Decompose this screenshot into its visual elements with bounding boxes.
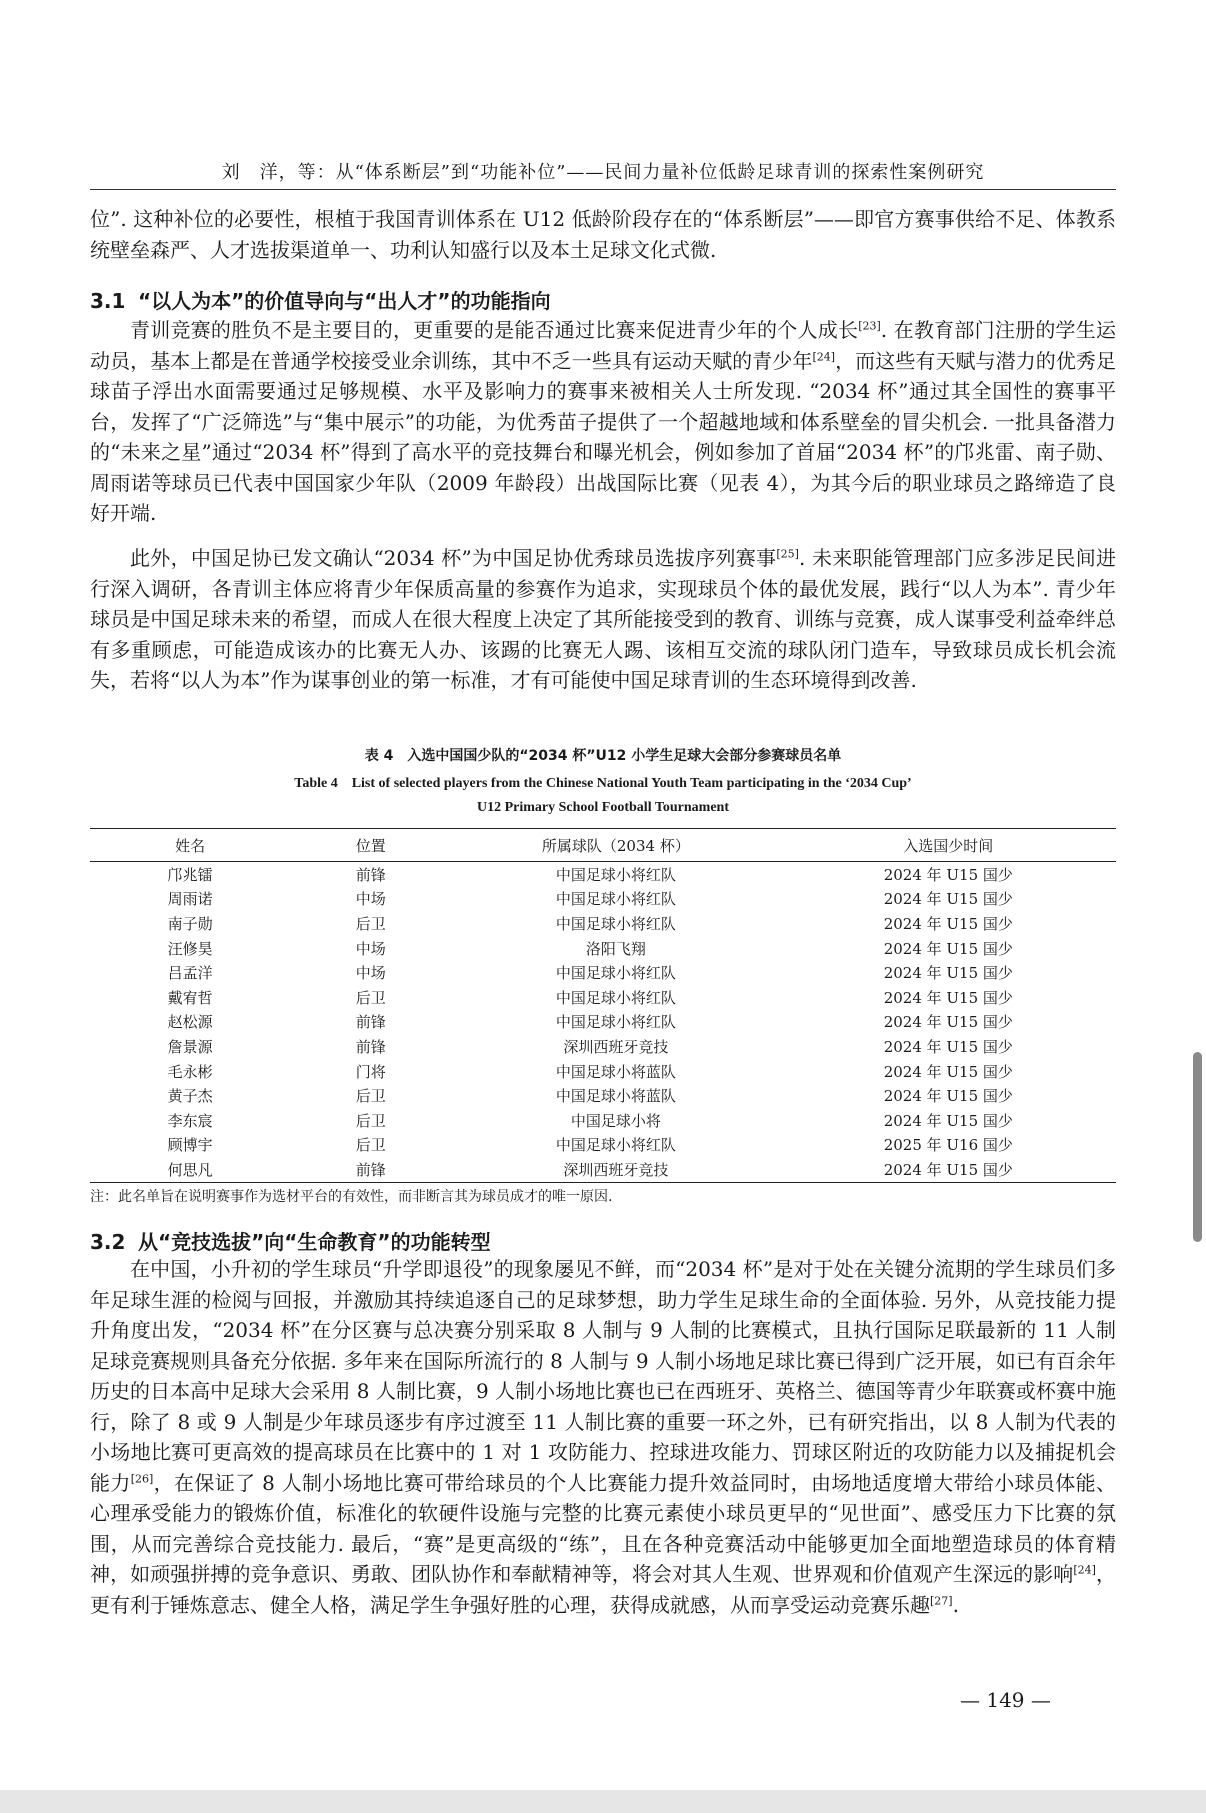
table-caption-en: Table 4 List of selected players from the Chinese National Youth Team participating in the ‘2034 Cup’ [294, 776, 912, 791]
text-run: 在中国，小升初的学生球员“升学即退役”的现象屡见不鲜，而“2034 杯”是对于处在关键分流期的学生球员们多年足球生涯的检阅与回报，并激励其持续追逐自己的足球梦想，助力学生足球生命的全面体验. 另外，从竞技能力提升角度出发，“2034 杯”在分区赛与总决赛分别采取 8 人制与 9 人制的比赛模式，且执行国际足联最新的 11 人制足球竞赛规则具备充分依据. 多年来在国际所流行的 8 人制与 9 人制小场地足球比赛已得到广泛开展，如已有百余年历史的日本高中足球大会采用 8 人制比赛，9 人制小场地比赛也已在西班牙、英格兰、德国等青少年联赛或杯赛中施行，除了 8 或 9 人制是少年球员逐步有序过渡至 11 人制比赛的重要一环之外，已有研究指出，以 8 人制为代表的小场地比赛可更高效的提高球员在比赛中的 1 对 1 攻防能力、控球进攻能力、罚球区附近的攻防能力以及捕捉机会能力 [90, 1257, 1116, 1495]
cell-name: 黄子杰 [167, 1087, 213, 1106]
text-run: . 在教育部门注册的学生运动员，基本上都是在普通学校接受业余训练，其中不乏一些具有运动天赋的青少年 [90, 318, 1116, 373]
cell-name: 李东宸 [167, 1111, 213, 1130]
citation-ref: [25] [776, 547, 799, 561]
cell-position: 中场 [355, 890, 386, 909]
cell-team: 深圳西班牙竞技 [451, 1157, 781, 1182]
cell-position: 后卫 [355, 1087, 386, 1106]
cell-team: 中国足球小将红队 [555, 890, 676, 909]
cell-name: 南子勋 [167, 914, 213, 933]
table-row [90, 1010, 1116, 1035]
cell-selection-time: 2024 年 U15 国少 [883, 1013, 1013, 1032]
cell-name: 邝兆镭 [167, 865, 213, 884]
cell-team: 洛阳飞翔 [585, 939, 646, 958]
cell-position: 中场 [355, 939, 386, 958]
cell-team: 中国足球小将红队 [555, 1136, 676, 1155]
intro-paragraph: 位”. 这种补位的必要性，根植于我国青训体系在 U12 低龄阶段存在的“体系断层”——即官方赛事供给不足、体教系统壁垒森严、人才选拔渠道单一、功利认知盛行以及本土足球文化式微. [90, 207, 1116, 262]
cell-selection-time: 2024 年 U15 国少 [883, 865, 1013, 884]
cell-team: 中国足球小将红队 [555, 964, 676, 983]
table-row [90, 887, 1116, 912]
cell-selection-time: 2024 年 U15 国少 [883, 988, 1013, 1007]
citation-ref: [27] [930, 1593, 953, 1607]
cell-team: 中国足球小将蓝队 [555, 1087, 676, 1106]
table-caption-en-2: U12 Primary School Football Tournament [476, 800, 729, 815]
text-run: 青训竞赛的胜负不是主要目的，更重要的是能否通过比赛来促进青少年的个人成长 [130, 318, 859, 342]
cell-team: 中国足球小将红队 [555, 865, 676, 884]
viewer-bottom-bar [0, 1790, 1206, 1813]
players-table [90, 828, 1116, 1183]
table-row [90, 1157, 1116, 1182]
section-3-2-heading [90, 1226, 491, 1255]
cell-team: 中国足球小将红队 [555, 988, 676, 1007]
section-title: 从“竞技选拔”向“生命教育”的功能转型 [138, 1230, 491, 1254]
cell-team: 中国足球小将红队 [555, 914, 676, 933]
cell-team: 中国足球小将红队 [555, 1013, 676, 1032]
header-rule [90, 189, 1116, 190]
table-row [90, 1059, 1116, 1084]
text-run: . 未来职能管理部门应多涉足民间进行深入调研，各青训主体应将青少年保质高量的参赛作为追求，实现球员个体的最优发展，践行“以人为本”. 青少年球员是中国足球未来的希望，而成人在很大程度上决定了其所能接受到的教育、训练与竞赛，成人谋事受利益牵绊总有多重顾虑，可能造成该办的比赛无人办、该踢的比赛无人踢、该相互交流的球队闭门造车，导致球员成长机会流失，若将“以人为本”作为谋事创业的第一标准，才有可能使中国足球青训的生态环境得到改善. [90, 546, 1116, 692]
text-run: ，在保证了 8 人制小场地比赛可带给球员的个人比赛能力提升效益同时，由场地适度增大带给小球员体能、心理承受能力的锻炼价值，标准化的软硬件设施与完整的比赛元素使小球员更早的“见世面”、感受压力下比赛的氛围，从而完善综合竞技能力. 最后，“赛”是更高级的“练”，且在各种竞赛活动中能够更加全面地塑造球员的体育精神，如顽强拼搏的竞争意识、勇敢、团队协作和奉献精神等，将会对其人生观、世界观和价值观产生深远的影响 [90, 1470, 1116, 1586]
cell-name: 汪修昊 [167, 939, 213, 958]
table-row [90, 985, 1116, 1010]
cell-selection-time: 2024 年 U15 国少 [883, 1037, 1013, 1056]
cell-name: 顾博宇 [167, 1136, 213, 1155]
cell-position: 门将 [355, 1062, 386, 1081]
citation-ref: [24] [812, 349, 836, 363]
cell-team: 深圳西班牙竞技 [563, 1037, 669, 1056]
cell-name: 戴宥哲 [167, 988, 213, 1007]
header-team: 所属球队（2034 杯） [451, 829, 781, 862]
table-row [90, 960, 1116, 985]
citation-ref: [23] [858, 319, 881, 333]
cell-name: 詹景源 [167, 1037, 213, 1056]
cell-selection-time: 2024 年 U15 国少 [781, 1157, 1116, 1182]
sec31-paragraph-2 [90, 543, 1116, 696]
cell-selection-time: 2024 年 U15 国少 [883, 1062, 1013, 1081]
cell-selection-time: 2025 年 U16 国少 [883, 1136, 1013, 1155]
table-row [90, 1133, 1116, 1158]
cell-position: 后卫 [355, 1111, 386, 1130]
table-caption-zh: 表 4 入选中国国少队的“2034 杯”U12 小学生足球大会部分参赛球员名单 [364, 748, 842, 764]
cell-name: 赵松源 [167, 1013, 213, 1032]
table-note: 注：此名单旨在说明赛事作为选材平台的有效性，而非断言其为球员成才的唯一原因. [90, 1189, 613, 1205]
section-number: 3.1 [90, 289, 126, 313]
table-header-row [90, 829, 1116, 862]
section-number: 3.2 [90, 1230, 126, 1254]
table-row [90, 1108, 1116, 1133]
page-number: — 149 — [960, 1688, 1051, 1712]
cell-name: 周雨诺 [167, 890, 213, 909]
text-run: . [952, 1592, 959, 1617]
table-row [90, 911, 1116, 936]
cell-selection-time: 2024 年 U15 国少 [883, 939, 1013, 958]
cell-team: 中国足球小将 [570, 1111, 661, 1130]
table-row [90, 862, 1116, 887]
cell-position: 后卫 [355, 1136, 386, 1155]
section-title: “以人为本”的价值导向与“出人才”的功能指向 [138, 289, 551, 313]
text-run: ，更有利于锤炼意志、健全人格，满足学生争强好胜的心理，获得成就感，从而享受运动竞赛乐趣 [90, 1562, 1117, 1617]
cell-selection-time: 2024 年 U15 国少 [883, 890, 1013, 909]
cell-name: 何思凡 [90, 1157, 290, 1182]
cell-position: 后卫 [355, 914, 386, 933]
players-table-body [90, 862, 1116, 1183]
cell-name: 吕孟洋 [167, 964, 213, 983]
cell-position: 前锋 [355, 1037, 386, 1056]
cell-selection-time: 2024 年 U15 国少 [883, 1087, 1013, 1106]
running-header: 刘 洋，等：从“体系断层”到“功能补位”——民间力量补位低龄足球青训的探索性案例研究 [221, 162, 985, 183]
cell-selection-time: 2024 年 U15 国少 [883, 1111, 1013, 1130]
cell-position: 前锋 [290, 1157, 451, 1182]
table-row [90, 936, 1116, 961]
cell-position: 中场 [355, 964, 386, 983]
citation-ref: [26] [130, 1471, 154, 1485]
header-name: 姓名 [90, 829, 290, 862]
section-3-1-heading [90, 285, 551, 314]
cell-selection-time: 2024 年 U15 国少 [883, 964, 1013, 983]
text-run: ，而这些有天赋与潜力的优秀足球苗子浮出水面需要通过足够规模、水平及影响力的赛事来被相关人士所发现. “2034 杯”通过其全国性的赛事平台，发挥了“广泛筛选”与“集中展示”的功能，为优秀苗子提供了一个超越地域和体系壁垒的冒尖机会. 一批具备潜力的“未来之星”通过“2034 杯”得到了高水平的竞技舞台和曝光机会，例如参加了首届“2034 杯”的邝兆雷、南子勋、周雨诺等球员已代表中国国家少年队（2009 年龄段）出战国际比赛（见表 4），为其今后的职业球员之路缔造了良好开端. [90, 348, 1117, 525]
cell-position: 前锋 [355, 865, 386, 884]
cell-position: 前锋 [355, 1013, 386, 1032]
text-run: 此外，中国足协已发文确认“2034 杯”为中国足协优秀球员选拔序列赛事 [130, 546, 777, 570]
cell-name: 毛永彬 [167, 1062, 213, 1081]
header-selection-time: 入选国少时间 [781, 829, 1116, 862]
citation-ref: [24] [1073, 1563, 1096, 1577]
sec31-paragraph-1 [90, 315, 1116, 529]
scrollbar-thumb[interactable] [1193, 1052, 1202, 1242]
cell-position: 后卫 [355, 988, 386, 1007]
sec32-paragraph-1 [90, 1254, 1116, 1620]
cell-team: 中国足球小将蓝队 [555, 1062, 676, 1081]
cell-selection-time: 2024 年 U15 国少 [883, 914, 1013, 933]
table-row [90, 1083, 1116, 1108]
table-row [90, 1034, 1116, 1059]
header-position: 位置 [290, 829, 451, 862]
